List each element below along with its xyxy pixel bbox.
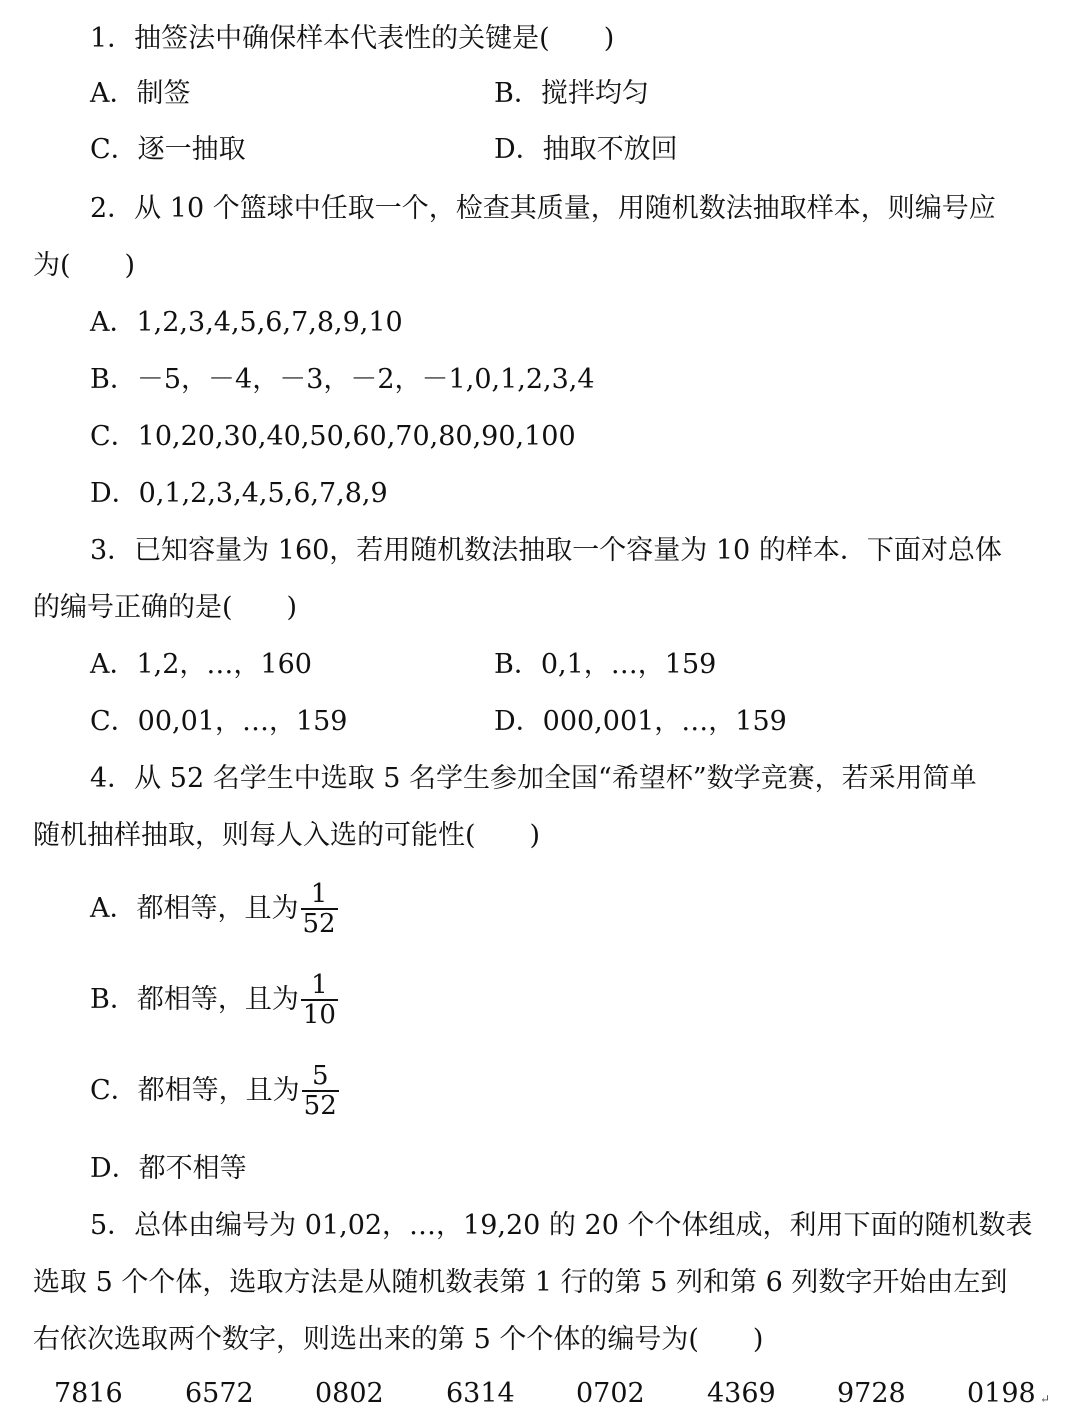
option-c-text: C．都相等，且为	[90, 1075, 300, 1106]
question-1-option-b: B．搅拌均匀	[494, 78, 649, 109]
random-number-cell: 6314	[446, 1378, 515, 1409]
question-5-stem-cont-1: 选取 5 个个体，选取方法是从随机数表第 1 行的第 5 列和第 6 列数字开始由左到	[33, 1267, 1008, 1298]
question-2-stem-cont: 为( )	[33, 250, 136, 281]
question-3-option-a: A．1,2，…，160	[90, 649, 312, 680]
question-3-stem: 3．已知容量为 160，若用随机数法抽取一个容量为 10 的样本．下面对总体	[90, 535, 1002, 566]
question-3-option-b: B．0,1，…，159	[494, 649, 717, 680]
fraction-numerator: 5	[302, 1062, 339, 1092]
random-number-cell: 0702	[576, 1378, 645, 1409]
fraction-one-over-fifty-two	[301, 880, 338, 938]
question-2-stem: 2．从 10 个篮球中任取一个，检查其质量，用随机数法抽取样本，则编号应	[90, 193, 996, 224]
question-2-option-b: B．－5，－4，－3，－2，－1,0,1,2,3,4	[90, 364, 595, 395]
question-5-stem-cont-2: 右依次选取两个数字，则选出来的第 5 个个体的编号为( )	[33, 1324, 764, 1355]
question-1-option-a: A．制签	[90, 78, 191, 109]
random-number-cell: 0198	[967, 1378, 1036, 1409]
option-b-text: B．都相等，且为	[90, 984, 299, 1015]
question-2-option-c: C．10,20,30,40,50,60,70,80,90,100	[90, 421, 576, 452]
random-number-table-row	[0, 1376, 1080, 1412]
fraction-one-over-ten	[301, 971, 338, 1029]
question-3-stem-cont: 的编号正确的是( )	[33, 592, 298, 623]
fraction-five-over-fifty-two	[302, 1062, 339, 1120]
question-2-option-a: A．1,2,3,4,5,6,7,8,9,10	[90, 307, 403, 338]
question-4-option-b	[90, 971, 338, 1029]
fraction-denominator: 10	[302, 1000, 336, 1030]
random-number-cell: 7816	[54, 1378, 123, 1409]
paragraph-mark-icon: ↵	[1040, 1392, 1051, 1406]
question-1-option-c: C．逐一抽取	[90, 134, 246, 165]
option-a-text: A．都相等，且为	[90, 893, 299, 924]
question-3-option-c: C．00,01，…，159	[90, 706, 348, 737]
question-1-option-d: D．抽取不放回	[494, 134, 678, 165]
random-number-cell: 6572	[185, 1378, 254, 1409]
random-number-cell: 9728	[837, 1378, 906, 1409]
fraction-numerator: 1	[301, 971, 338, 1001]
question-1-stem: 1．抽签法中确保样本代表性的关键是( )	[90, 23, 615, 54]
question-5-stem: 5．总体由编号为 01,02，…，19,20 的 20 个个体组成，利用下面的随机数表	[90, 1210, 1033, 1241]
question-4-stem: 4．从 52 名学生中选取 5 名学生参加全国“希望杯”数学竞赛，若采用简单	[90, 763, 977, 794]
question-4-stem-cont: 随机抽样抽取，则每人入选的可能性( )	[33, 820, 541, 851]
fraction-numerator: 1	[301, 880, 338, 910]
random-number-cell: 4369	[707, 1378, 776, 1409]
question-2-option-d: D．0,1,2,3,4,5,6,7,8,9	[90, 478, 388, 509]
fraction-denominator: 52	[302, 909, 336, 939]
question-3-option-d: D．000,001，…，159	[494, 706, 787, 737]
random-number-cell: 0802	[315, 1378, 384, 1409]
question-4-option-d: D．都不相等	[90, 1153, 247, 1184]
question-4-option-c	[90, 1062, 339, 1120]
fraction-denominator: 52	[303, 1091, 337, 1121]
question-4-option-a	[90, 880, 338, 938]
